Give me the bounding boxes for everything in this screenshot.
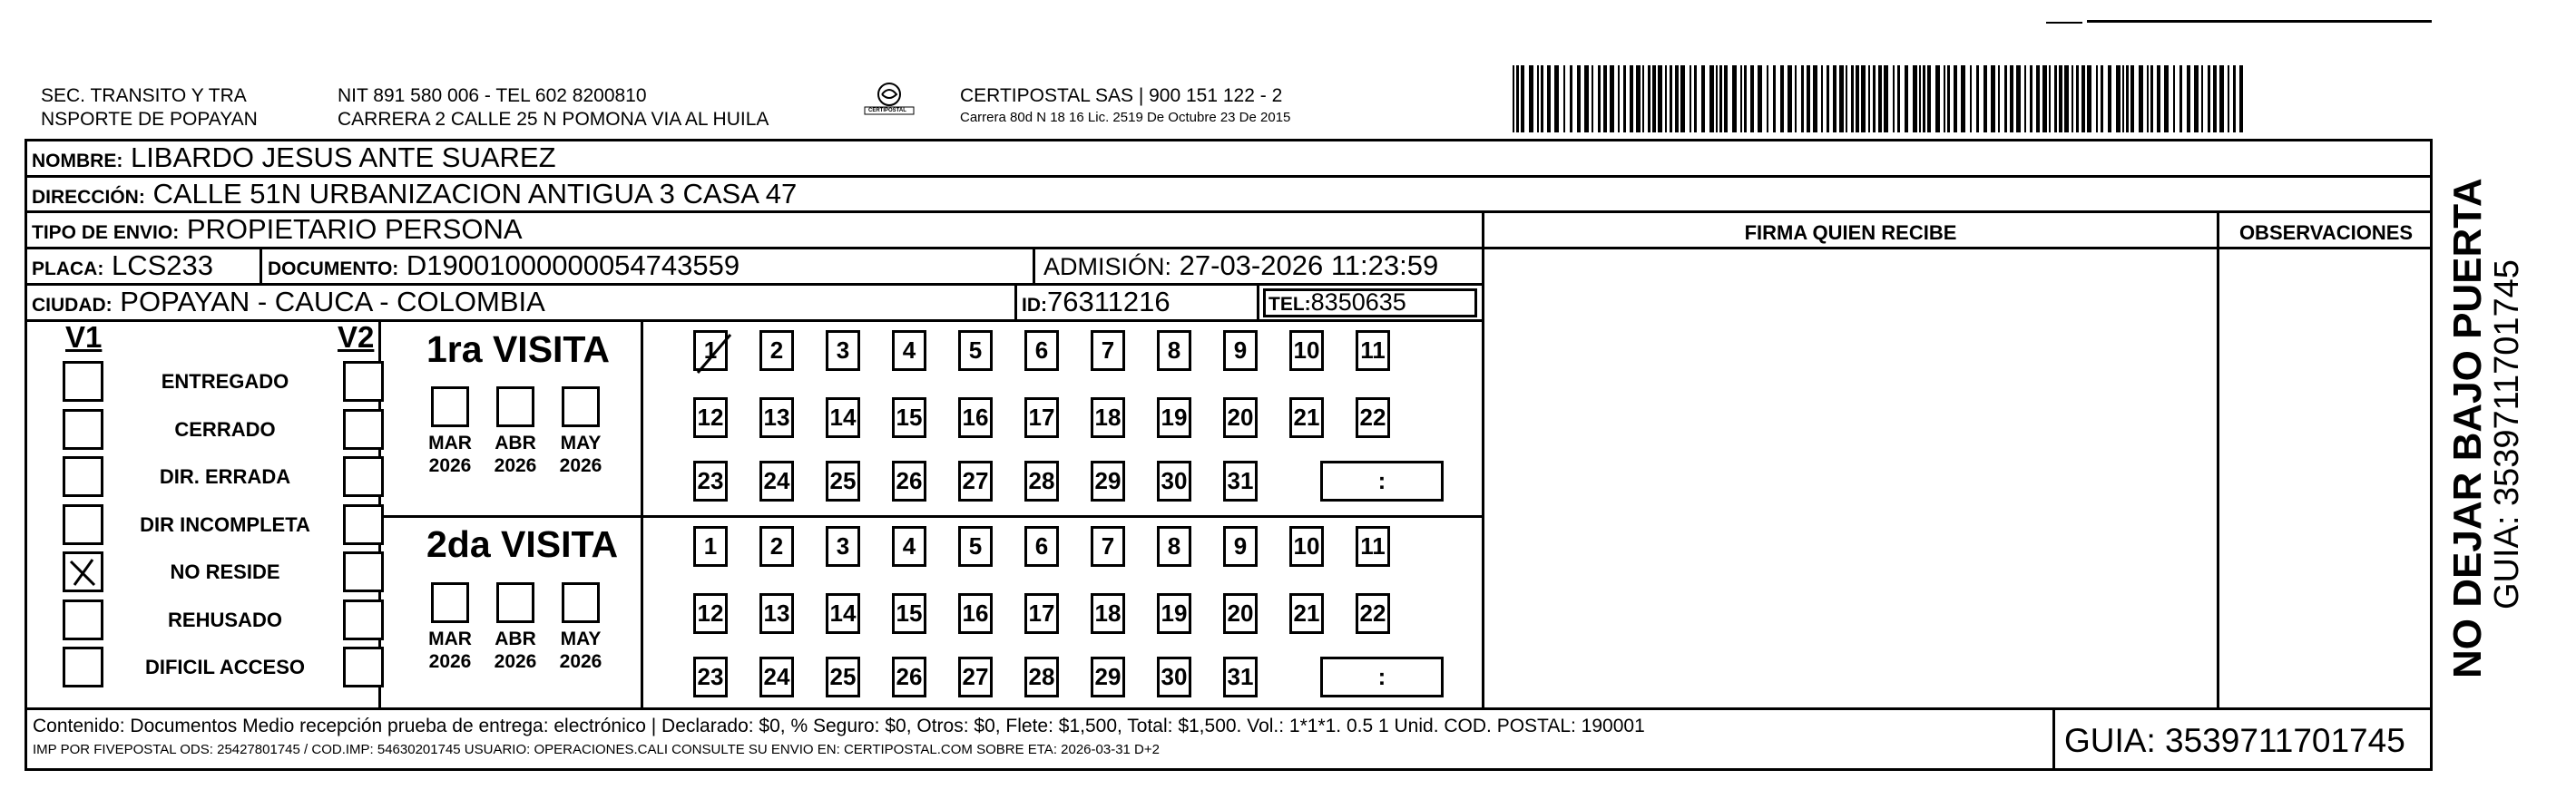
ciudad-value: POPAYAN - CAUCA - COLOMBIA <box>120 286 545 317</box>
header-nit <box>338 84 769 132</box>
barcode-bar <box>1719 65 1722 132</box>
barcode-bar <box>1690 65 1691 132</box>
barcode-bar <box>1795 65 1797 132</box>
v2-checkbox-rehusado[interactable] <box>343 599 384 640</box>
second-visit-day-box[interactable]: 16 <box>958 593 993 634</box>
first-visit-day-box[interactable]: 29 <box>1091 461 1125 502</box>
barcode-bar <box>1839 65 1844 132</box>
first-visit-day-box[interactable]: 16 <box>958 397 993 438</box>
barcode-bar <box>2072 65 2073 132</box>
second-visit-day-box[interactable]: 7 <box>1091 526 1125 567</box>
first-visit-day-box[interactable]: 15 <box>892 397 926 438</box>
barcode-bar <box>1856 65 1859 132</box>
barcode-bar <box>1861 65 1866 132</box>
barcode-bar <box>1750 65 1754 132</box>
second-visit-month-box[interactable] <box>431 582 469 623</box>
barcode-bar <box>1652 65 1656 132</box>
month-name: MAY <box>560 433 602 453</box>
second-visit-day-box[interactable]: 29 <box>1091 657 1125 697</box>
v2-checkbox-dificil-acceso[interactable] <box>343 647 384 687</box>
first-visit-day-box[interactable]: 2 <box>759 330 794 371</box>
barcode-bar <box>1923 65 1925 132</box>
tel-cell <box>1268 284 1406 323</box>
barcode-bar <box>1598 65 1601 132</box>
second-visit-day-box[interactable]: 5 <box>958 526 993 567</box>
company-logo-text: CERTIPOSTAL <box>868 108 906 113</box>
id-label: ID: <box>1022 295 1047 316</box>
rule-placa-doc <box>260 247 262 283</box>
admision-cell <box>1043 248 1438 285</box>
second-visit-title: 2da VISITA <box>426 523 619 565</box>
month-year: 2026 <box>494 651 537 672</box>
first-visit-month-label <box>558 432 603 477</box>
first-visit-day-box[interactable]: 19 <box>1157 397 1191 438</box>
footer-guia: GUIA: 3539711701745 <box>2064 722 2405 759</box>
barcode-bar <box>2164 65 2169 132</box>
v2-checkbox-no-reside[interactable] <box>343 551 384 592</box>
barcode-bar <box>1648 65 1650 132</box>
barcode-bar <box>1913 65 1917 132</box>
barcode-bar <box>2016 65 2021 132</box>
id-value: 76311216 <box>1047 286 1170 317</box>
header-entity <box>41 84 258 132</box>
first-visit-day-box[interactable]: 25 <box>826 461 860 502</box>
v1-checkbox-rehusado[interactable] <box>63 599 103 640</box>
barcode-bar <box>1991 65 1995 132</box>
barcode-bar <box>1675 65 1679 132</box>
barcode-bar <box>1780 65 1784 132</box>
barcode-bar <box>1521 65 1524 132</box>
barcode-bar <box>2024 65 2026 132</box>
direccion-row <box>32 176 797 216</box>
observaciones-header: OBSERVACIONES <box>2238 221 2414 244</box>
v1-checkbox-cerrado[interactable] <box>63 409 103 450</box>
first-visit-day-box[interactable]: 12 <box>693 397 728 438</box>
second-visit-time-box[interactable] <box>1320 657 1444 697</box>
barcode-bar <box>1716 65 1718 132</box>
id-cell <box>1022 284 1170 324</box>
footer-imp: IMP POR FIVEPOSTAL ODS: 25427801745 / COD.IMP: 54630201745 USUARIO: OPERACIONES.CALI CONSULTE SU ENVIO EN: CERTIPOSTAL.COM SOBRE ETA: 2026-03-31 D+2 <box>33 742 1160 757</box>
barcode-bar <box>2076 65 2079 132</box>
barcode-bar <box>2233 65 2236 132</box>
barcode <box>1511 65 2250 132</box>
barcode-bar <box>2201 65 2203 132</box>
second-visit-day-box[interactable]: 31 <box>1223 657 1258 697</box>
barcode-bar <box>1821 65 1823 132</box>
direccion-value: CALLE 51N URBANIZACION ANTIGUA 3 CASA 47 <box>152 178 798 210</box>
placa-cell <box>32 248 213 288</box>
second-visit-day-box[interactable]: 15 <box>892 593 926 634</box>
second-visit-day-box[interactable]: 1 <box>693 526 728 567</box>
month-year: 2026 <box>494 455 537 476</box>
barcode-bar <box>2228 65 2229 132</box>
first-visit-time-box[interactable] <box>1320 461 1444 502</box>
barcode-bar <box>1868 65 1870 132</box>
nombre-label: NOMBRE: <box>32 151 123 171</box>
first-visit-day-box[interactable]: 3 <box>826 330 860 371</box>
barcode-bar <box>1833 65 1837 132</box>
first-visit-day-box[interactable]: 21 <box>1289 397 1324 438</box>
barcode-bar <box>1919 65 1921 132</box>
second-visit-day-box[interactable]: 4 <box>892 526 926 567</box>
first-visit-day-box[interactable]: 18 <box>1091 397 1125 438</box>
first-visit-day-box[interactable]: 8 <box>1157 330 1191 371</box>
barcode-bar <box>1642 65 1644 132</box>
barcode-bar <box>1554 65 1559 132</box>
barcode-bar <box>1701 65 1705 132</box>
barcode-bar <box>2179 65 2182 132</box>
barcode-bar <box>2139 65 2143 132</box>
barcode-bar <box>1592 65 1593 132</box>
status-label: NO RESIDE <box>170 560 280 583</box>
status-label: DIFICIL ACCESO <box>144 656 305 678</box>
month-name: MAR <box>428 433 472 453</box>
second-visit-day-box[interactable]: 27 <box>958 657 993 697</box>
first-visit-day-box[interactable]: 13 <box>759 397 794 438</box>
month-name: MAY <box>560 629 602 649</box>
barcode-bar <box>1577 65 1581 132</box>
barcode-bar <box>2054 65 2057 132</box>
barcode-bar <box>2036 65 2040 132</box>
barcode-bar <box>1947 65 1950 132</box>
barcode-bar <box>1767 65 1768 132</box>
first-visit-day-box[interactable]: 22 <box>1356 397 1390 438</box>
second-visit-month-label <box>493 628 538 673</box>
barcode-bar <box>2208 65 2210 132</box>
barcode-bar <box>1694 65 1697 132</box>
month-name: ABR <box>495 433 536 453</box>
direccion-label: DIRECCIÓN: <box>32 187 145 208</box>
barcode-bar <box>1773 65 1776 132</box>
status-label: REHUSADO <box>168 608 282 631</box>
day-number: 1 <box>703 336 718 364</box>
barcode-bar <box>1541 65 1543 132</box>
barcode-bar <box>1878 65 1882 132</box>
rule-months-days <box>641 319 643 709</box>
barcode-bar <box>1618 65 1620 132</box>
barcode-bar <box>1905 65 1908 132</box>
barcode-bar <box>1893 65 1895 132</box>
barcode-bar <box>2219 65 2224 132</box>
corner-mark-tick <box>2046 22 2082 24</box>
documento-cell <box>268 248 739 288</box>
header-company-line2: Carrera 80d N 18 16 Lic. 2519 De Octubre 23 De 2015 <box>960 110 1291 125</box>
barcode-bar <box>1603 65 1607 132</box>
second-visit-day-box[interactable]: 22 <box>1356 593 1390 634</box>
time-separator: : <box>1377 663 1386 690</box>
placa-value: LCS233 <box>111 249 213 281</box>
barcode-bar <box>1623 65 1626 132</box>
first-visit-month-box[interactable] <box>431 386 469 427</box>
barcode-bar <box>1547 65 1551 132</box>
barcode-bar <box>2004 65 2007 132</box>
barcode-bar <box>2042 65 2047 132</box>
barcode-bar <box>1935 65 1940 132</box>
second-visit-day-box[interactable]: 21 <box>1289 593 1324 634</box>
second-visit-day-box[interactable]: 12 <box>693 593 728 634</box>
barcode-bar <box>2049 65 2051 132</box>
barcode-bar <box>2157 65 2160 132</box>
first-visit-day-box[interactable]: 31 <box>1223 461 1258 502</box>
barcode-bar <box>1636 65 1641 132</box>
v2-checkbox-dir-incompleta[interactable] <box>343 504 384 545</box>
side-guia: GUIA: 3539711701745 <box>2488 259 2526 609</box>
header-nit-line1: NIT 891 580 006 - TEL 602 8200810 <box>338 85 647 106</box>
documento-value: D19001000000054743559 <box>406 249 740 281</box>
barcode-bar <box>2096 65 2098 132</box>
rule-tel <box>1257 283 1259 319</box>
barcode-bar <box>1813 65 1817 132</box>
second-visit-day-box[interactable]: 9 <box>1223 526 1258 567</box>
barcode-bar <box>2130 65 2134 132</box>
month-year: 2026 <box>428 651 472 672</box>
month-name: MAR <box>428 629 472 649</box>
first-visit-month-box[interactable] <box>496 386 534 427</box>
tipo-value: PROPIETARIO PERSONA <box>186 213 523 245</box>
first-visit-day-box[interactable]: 5 <box>958 330 993 371</box>
barcode-bar <box>2081 65 2085 132</box>
first-visit-day-box[interactable]: 24 <box>759 461 794 502</box>
second-visit-day-box[interactable]: 30 <box>1157 657 1191 697</box>
v1-checkbox-dir-incompleta[interactable] <box>63 504 103 545</box>
first-visit-month-label <box>427 432 473 477</box>
barcode-bar <box>1807 65 1810 132</box>
barcode-bar <box>1709 65 1714 132</box>
v1-checkbox-dificil-acceso[interactable] <box>63 647 103 687</box>
barcode-bar <box>1998 65 2000 132</box>
day-cross-mark <box>694 329 734 376</box>
second-visit-day-box[interactable]: 6 <box>1024 526 1059 567</box>
tel-label: TEL: <box>1268 294 1311 315</box>
placa-label: PLACA: <box>32 258 104 279</box>
admision-value: 27-03-2026 11:23:59 <box>1179 249 1439 281</box>
rule-guia-footer <box>2052 707 2055 771</box>
header-company <box>960 84 1290 128</box>
barcode-bar <box>1846 65 1847 132</box>
v1-checkbox-dir-errada[interactable] <box>63 456 103 497</box>
header-entity-line2: NSPORTE DE POPAYAN <box>41 109 258 130</box>
v1-checkbox-entregado[interactable] <box>63 361 103 402</box>
barcode-bar <box>1873 65 1876 132</box>
barcode-bar <box>1801 65 1804 132</box>
header-company-line1: CERTIPOSTAL SAS | 900 151 122 - 2 <box>960 85 1283 106</box>
barcode-bar <box>2239 65 2243 132</box>
status-label: ENTREGADO <box>161 370 289 393</box>
barcode-bar <box>1788 65 1792 132</box>
first-visit-day-box[interactable]: 14 <box>826 397 860 438</box>
barcode-bar <box>2010 65 2013 132</box>
first-visit-day-box[interactable]: 23 <box>693 461 728 502</box>
first-visit-day-box[interactable]: 6 <box>1024 330 1059 371</box>
nombre-value: LIBARDO JESUS ANTE SUAREZ <box>130 141 556 173</box>
second-visit-day-box[interactable]: 18 <box>1091 593 1125 634</box>
barcode-bar <box>1610 65 1614 132</box>
second-visit-day-box[interactable]: 19 <box>1157 593 1191 634</box>
barcode-bar <box>1732 65 1737 132</box>
corner-mark <box>2087 20 2432 23</box>
tipo-row <box>32 211 523 251</box>
first-visit-month-box[interactable] <box>562 386 600 427</box>
status-label: DIR. ERRADA <box>159 465 291 488</box>
barcode-bar <box>1529 65 1533 132</box>
first-visit-day-box[interactable]: 26 <box>892 461 926 502</box>
second-visit-day-box[interactable]: 3 <box>826 526 860 567</box>
barcode-bar <box>1927 65 1931 132</box>
barcode-bar <box>1513 65 1514 132</box>
barcode-bar <box>2147 65 2149 132</box>
tel-value: 8350635 <box>1310 288 1406 316</box>
barcode-bar <box>2150 65 2153 132</box>
status-label: CERRADO <box>174 417 276 441</box>
second-visit-month-box[interactable] <box>562 582 600 623</box>
ciudad-label: CIUDAD: <box>32 295 113 316</box>
rule-visit-split <box>378 515 1484 518</box>
month-year: 2026 <box>428 455 472 476</box>
barcode-bar <box>1665 65 1667 132</box>
barcode-bar <box>2173 65 2175 132</box>
barcode-bar <box>1954 65 1957 132</box>
tipo-label: TIPO DE ENVIO: <box>32 222 180 243</box>
second-visit-day-box[interactable]: 14 <box>826 593 860 634</box>
first-visit-day-box[interactable]: 27 <box>958 461 993 502</box>
second-visit-day-box[interactable]: 20 <box>1223 593 1258 634</box>
barcode-bar <box>1944 65 1945 132</box>
barcode-bar <box>1516 65 1519 132</box>
v2-checkbox-entregado[interactable] <box>343 361 384 402</box>
barcode-bar <box>1670 65 1672 132</box>
barcode-bar <box>2213 65 2217 132</box>
barcode-bar <box>1884 65 1888 132</box>
second-visit-day-box[interactable]: 26 <box>892 657 926 697</box>
second-visit-day-box[interactable]: 23 <box>693 657 728 697</box>
first-visit-month-label <box>493 432 538 477</box>
v2-header: V2 <box>338 320 375 354</box>
barcode-bar <box>1976 65 1979 132</box>
rule-id <box>1014 283 1017 319</box>
barcode-bar <box>1537 65 1539 132</box>
barcode-bar <box>2101 65 2103 132</box>
second-visit-day-box[interactable]: 10 <box>1289 526 1324 567</box>
header-nit-line2: CARRERA 2 CALLE 25 N POMONA VIA AL HUILA <box>338 109 769 130</box>
barcode-bar <box>1758 65 1762 132</box>
firma-header: FIRMA QUIEN RECIBE <box>1744 221 1957 244</box>
first-visit-day-box[interactable]: 9 <box>1223 330 1258 371</box>
time-separator: : <box>1377 467 1386 494</box>
month-year: 2026 <box>559 455 602 476</box>
first-visit-title: 1ra VISITA <box>426 328 611 370</box>
month-name: ABR <box>495 629 536 649</box>
v1-checkbox-no-reside[interactable] <box>63 551 103 592</box>
barcode-bar <box>2194 65 2199 132</box>
first-visit-day-box[interactable]: 10 <box>1289 330 1324 371</box>
footer-contenido: Contenido: Documentos Medio recepción prueba de entrega: electrónico | Declarado: $0, % Seguro: $0, Otros: $0, Flete: $1,500, Total: $1,500. Vol.: 1*1*1. 0.5 1 Unid. COD. POSTAL: 190001 <box>33 716 1645 736</box>
barcode-bar <box>1983 65 1987 132</box>
barcode-bar <box>2122 65 2124 132</box>
barcode-bar <box>1961 65 1965 132</box>
barcode-bar <box>1827 65 1829 132</box>
side-warning: NO DEJAR BAJO PUERTA <box>2445 178 2490 678</box>
second-visit-month-box[interactable] <box>496 582 534 623</box>
barcode-bar <box>1570 65 1572 132</box>
documento-label: DOCUMENTO: <box>268 258 399 279</box>
barcode-bar <box>1584 65 1589 132</box>
second-visit-day-box[interactable]: 8 <box>1157 526 1191 567</box>
ciudad-cell <box>32 284 545 324</box>
second-visit-day-box[interactable]: 11 <box>1356 526 1390 567</box>
second-visit-day-box[interactable]: 17 <box>1024 593 1059 634</box>
first-visit-day-box[interactable]: 11 <box>1356 330 1390 371</box>
barcode-bar <box>1851 65 1854 132</box>
rule-footer <box>24 707 2433 710</box>
barcode-bar <box>2087 65 2091 132</box>
first-visit-day-box[interactable] <box>693 330 728 371</box>
barcode-bar <box>2108 65 2111 132</box>
second-visit-month-label <box>558 628 603 673</box>
month-year: 2026 <box>559 651 602 672</box>
barcode-bar <box>2059 65 2062 132</box>
v2-checkbox-dir-errada[interactable] <box>343 456 384 497</box>
barcode-bar <box>1724 65 1728 132</box>
rule-admision <box>1033 247 1035 283</box>
barcode-bar <box>1630 65 1633 132</box>
v1-header: V1 <box>65 320 103 354</box>
status-label: DIR INCOMPLETA <box>140 512 310 536</box>
v2-checkbox-cerrado[interactable] <box>343 409 384 450</box>
second-visit-day-box[interactable]: 13 <box>759 593 794 634</box>
barcode-bar <box>2116 65 2121 132</box>
first-visit-day-box[interactable]: 17 <box>1024 397 1059 438</box>
barcode-bar <box>2187 65 2190 132</box>
second-visit-day-box[interactable]: 24 <box>759 657 794 697</box>
barcode-bar <box>2126 65 2129 132</box>
second-visit-month-label <box>427 628 473 673</box>
first-visit-day-box[interactable]: 7 <box>1091 330 1125 371</box>
barcode-bar <box>1897 65 1900 132</box>
rule-obs-left <box>2217 210 2219 709</box>
second-visit-day-box[interactable]: 25 <box>826 657 860 697</box>
rule-firma-left <box>1482 210 1484 709</box>
first-visit-day-box[interactable]: 20 <box>1223 397 1258 438</box>
barcode-bar <box>2064 65 2069 132</box>
barcode-bar <box>1658 65 1662 132</box>
company-logo <box>857 80 921 125</box>
barcode-bar <box>1744 65 1747 132</box>
nombre-row <box>32 140 556 180</box>
barcode-bar <box>1740 65 1742 132</box>
barcode-bar <box>2030 65 2032 132</box>
first-visit-day-box[interactable]: 30 <box>1157 461 1191 502</box>
second-visit-day-box[interactable]: 2 <box>759 526 794 567</box>
first-visit-day-box[interactable]: 28 <box>1024 461 1059 502</box>
barcode-bar <box>1680 65 1685 132</box>
first-visit-day-box[interactable]: 4 <box>892 330 926 371</box>
second-visit-day-box[interactable]: 28 <box>1024 657 1059 697</box>
barcode-bar <box>1970 65 1972 132</box>
admision-label: ADMISIÓN: <box>1043 253 1172 280</box>
header-entity-line1: SEC. TRANSITO Y TRA <box>41 85 247 106</box>
barcode-bar <box>1563 65 1565 132</box>
